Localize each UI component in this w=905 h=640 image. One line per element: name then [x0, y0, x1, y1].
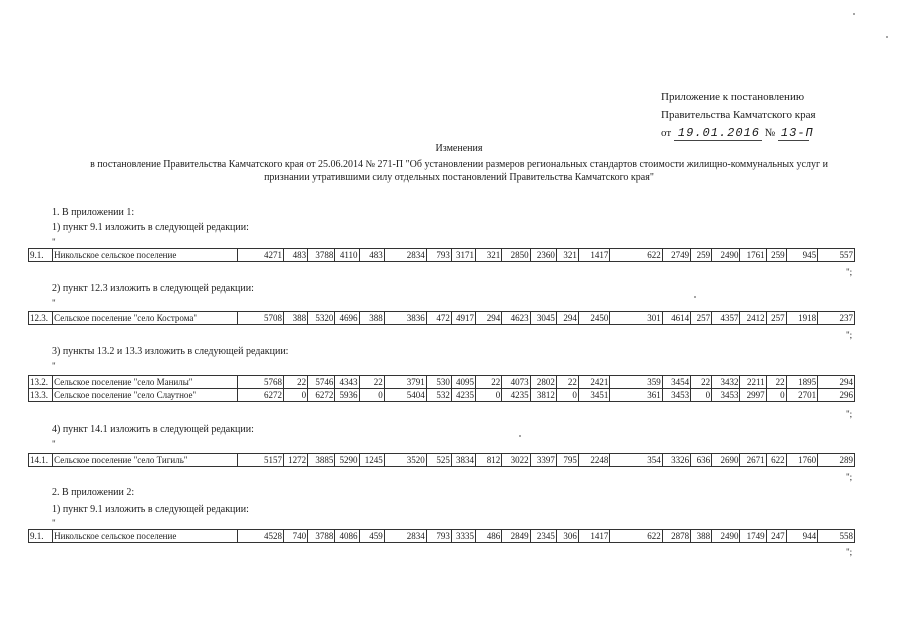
table-s1-p13-2-13-3	[28, 375, 855, 402]
settlement-name-cell: Сельское поселение "село Слаутное"	[53, 389, 238, 402]
document-title-line-3: признании утратившими силу отдельных постановлений Правительства Камчатского края"	[264, 172, 654, 183]
table-row	[29, 389, 855, 402]
table-row	[29, 376, 855, 389]
value-cell: 4110	[335, 249, 359, 262]
value-cell: 3453	[712, 389, 740, 402]
section-2-point-1: 1) пункт 9.1 изложить в следующей редакции:	[52, 504, 249, 515]
value-cell: 4343	[335, 376, 359, 389]
document-heading: Изменения	[435, 143, 483, 154]
value-cell: 1417	[578, 249, 609, 262]
scan-speck	[519, 435, 521, 437]
value-cell: 793	[426, 249, 451, 262]
quote-close-4: ";	[846, 472, 853, 482]
table-s1-p14-1	[28, 453, 855, 467]
scan-speck	[694, 296, 696, 298]
value-cell: 3335	[451, 530, 475, 543]
quote-open-3: "	[52, 361, 56, 371]
table-s2-p9-1	[28, 529, 855, 543]
value-cell: 3454	[662, 376, 690, 389]
value-cell: 4614	[662, 312, 690, 325]
table-row	[29, 454, 855, 467]
row-number-cell: 13.3.	[29, 389, 53, 402]
value-cell: 3836	[384, 312, 426, 325]
value-cell: 3171	[451, 249, 475, 262]
section-1-heading: 1. В приложении 1:	[52, 207, 135, 218]
value-cell: 306	[556, 530, 578, 543]
value-cell: 388	[691, 530, 712, 543]
value-cell: 3520	[384, 454, 426, 467]
value-cell: 2490	[712, 530, 740, 543]
value-cell: 259	[691, 249, 712, 262]
appendix-line-1: Приложение к постановлению	[661, 91, 805, 103]
appendix-from-label: от	[661, 127, 672, 139]
value-cell: 2997	[740, 389, 766, 402]
quote-open-5: "	[52, 518, 56, 528]
table-s1-p12-3	[28, 311, 855, 325]
value-cell: 247	[766, 530, 786, 543]
value-cell: 3453	[662, 389, 690, 402]
value-cell: 5746	[308, 376, 335, 389]
value-cell: 257	[691, 312, 712, 325]
value-cell: 793	[426, 530, 451, 543]
value-cell: 0	[766, 389, 786, 402]
value-cell: 2834	[384, 249, 426, 262]
value-cell: 361	[610, 389, 662, 402]
value-cell: 0	[476, 389, 502, 402]
value-cell: 486	[476, 530, 502, 543]
settlement-name-cell: Сельское поселение "село Тигиль"	[53, 454, 238, 467]
settlement-name-cell: Никольское сельское поселение	[53, 530, 238, 543]
value-cell: 321	[476, 249, 502, 262]
value-cell: 740	[284, 530, 308, 543]
scan-speck	[853, 13, 855, 15]
value-cell: 812	[476, 454, 502, 467]
value-cell: 388	[284, 312, 308, 325]
value-cell: 259	[766, 249, 786, 262]
value-cell: 0	[691, 389, 712, 402]
value-cell: 22	[691, 376, 712, 389]
value-cell: 622	[766, 454, 786, 467]
value-cell: 1895	[786, 376, 817, 389]
value-cell: 5290	[335, 454, 359, 467]
value-cell: 5157	[237, 454, 283, 467]
value-cell: 354	[610, 454, 662, 467]
value-cell: 3788	[308, 249, 335, 262]
table-s1-p9-1	[28, 248, 855, 262]
value-cell: 636	[691, 454, 712, 467]
value-cell: 1417	[578, 530, 609, 543]
value-cell: 4271	[237, 249, 283, 262]
quote-open-1: "	[52, 237, 56, 247]
value-cell: 237	[818, 312, 855, 325]
value-cell: 257	[766, 312, 786, 325]
appendix-block	[661, 88, 816, 142]
appendix-date-handwritten: 19.01.2016	[674, 127, 762, 141]
value-cell: 483	[359, 249, 384, 262]
value-cell: 22	[284, 376, 308, 389]
row-number-cell: 12.3.	[29, 312, 53, 325]
value-cell: 4235	[502, 389, 530, 402]
value-cell: 4528	[237, 530, 283, 543]
value-cell: 2849	[502, 530, 530, 543]
settlement-name-cell: Сельское поселение "село Кострома"	[53, 312, 238, 325]
value-cell: 2345	[530, 530, 556, 543]
value-cell: 22	[359, 376, 384, 389]
settlement-name-cell: Сельское поселение "село Манилы"	[53, 376, 238, 389]
table-row	[29, 312, 855, 325]
quote-open-4: "	[52, 439, 56, 449]
value-cell: 3791	[384, 376, 426, 389]
value-cell: 22	[476, 376, 502, 389]
value-cell: 388	[359, 312, 384, 325]
value-cell: 2421	[578, 376, 609, 389]
appendix-number-label: №	[764, 127, 776, 139]
value-cell: 321	[556, 249, 578, 262]
value-cell: 2412	[740, 312, 766, 325]
value-cell: 3788	[308, 530, 335, 543]
value-cell: 0	[556, 389, 578, 402]
value-cell: 22	[766, 376, 786, 389]
quote-close-1: ";	[846, 267, 853, 277]
value-cell: 4073	[502, 376, 530, 389]
value-cell: 1918	[786, 312, 817, 325]
value-cell: 558	[818, 530, 855, 543]
value-cell: 289	[818, 454, 855, 467]
value-cell: 530	[426, 376, 451, 389]
section-1-point-3: 3) пункты 13.2 и 13.3 изложить в следующей редакции:	[52, 346, 289, 357]
appendix-number-handwritten: 13-П	[778, 127, 809, 141]
table-row	[29, 530, 855, 543]
value-cell: 3451	[578, 389, 609, 402]
value-cell: 557	[818, 249, 855, 262]
value-cell: 1761	[740, 249, 766, 262]
value-cell: 0	[359, 389, 384, 402]
row-number-cell: 9.1.	[29, 249, 53, 262]
value-cell: 2450	[578, 312, 609, 325]
value-cell: 5708	[237, 312, 283, 325]
value-cell: 4095	[451, 376, 475, 389]
quote-close-3: ";	[846, 409, 853, 419]
value-cell: 4917	[451, 312, 475, 325]
value-cell: 2671	[740, 454, 766, 467]
value-cell: 2749	[662, 249, 690, 262]
value-cell: 22	[556, 376, 578, 389]
value-cell: 5936	[335, 389, 359, 402]
value-cell: 944	[786, 530, 817, 543]
section-1-point-2: 2) пункт 12.3 изложить в следующей редакции:	[52, 283, 254, 294]
value-cell: 2834	[384, 530, 426, 543]
value-cell: 4696	[335, 312, 359, 325]
value-cell: 472	[426, 312, 451, 325]
value-cell: 459	[359, 530, 384, 543]
value-cell: 3885	[308, 454, 335, 467]
row-number-cell: 9.1.	[29, 530, 53, 543]
table-row	[29, 249, 855, 262]
value-cell: 3812	[530, 389, 556, 402]
value-cell: 5404	[384, 389, 426, 402]
value-cell: 2490	[712, 249, 740, 262]
value-cell: 301	[610, 312, 662, 325]
row-number-cell: 14.1.	[29, 454, 53, 467]
settlement-name-cell: Никольское сельское поселение	[53, 249, 238, 262]
appendix-date-line	[661, 124, 816, 142]
value-cell: 4623	[502, 312, 530, 325]
value-cell: 3022	[502, 454, 530, 467]
quote-open-2: "	[52, 298, 56, 308]
value-cell: 2850	[502, 249, 530, 262]
value-cell: 2248	[578, 454, 609, 467]
value-cell: 795	[556, 454, 578, 467]
value-cell: 622	[610, 249, 662, 262]
value-cell: 1749	[740, 530, 766, 543]
value-cell: 5320	[308, 312, 335, 325]
value-cell: 294	[818, 376, 855, 389]
value-cell: 359	[610, 376, 662, 389]
value-cell: 2211	[740, 376, 766, 389]
value-cell: 4086	[335, 530, 359, 543]
value-cell: 3432	[712, 376, 740, 389]
value-cell: 483	[284, 249, 308, 262]
value-cell: 1760	[786, 454, 817, 467]
scan-speck	[886, 36, 888, 38]
value-cell: 2360	[530, 249, 556, 262]
value-cell: 3045	[530, 312, 556, 325]
value-cell: 2802	[530, 376, 556, 389]
value-cell: 3834	[451, 454, 475, 467]
value-cell: 2878	[662, 530, 690, 543]
value-cell: 294	[476, 312, 502, 325]
value-cell: 5768	[237, 376, 283, 389]
row-number-cell: 13.2.	[29, 376, 53, 389]
value-cell: 0	[284, 389, 308, 402]
value-cell: 2701	[786, 389, 817, 402]
value-cell: 532	[426, 389, 451, 402]
value-cell: 1245	[359, 454, 384, 467]
value-cell: 3397	[530, 454, 556, 467]
value-cell: 2690	[712, 454, 740, 467]
value-cell: 4357	[712, 312, 740, 325]
appendix-line-2: Правительства Камчатского края	[661, 109, 816, 121]
value-cell: 3326	[662, 454, 690, 467]
quote-close-2: ";	[846, 330, 853, 340]
value-cell: 6272	[308, 389, 335, 402]
section-1-point-1: 1) пункт 9.1 изложить в следующей редакции:	[52, 222, 249, 233]
value-cell: 622	[610, 530, 662, 543]
value-cell: 945	[786, 249, 817, 262]
value-cell: 4235	[451, 389, 475, 402]
value-cell: 525	[426, 454, 451, 467]
value-cell: 296	[818, 389, 855, 402]
value-cell: 6272	[237, 389, 283, 402]
section-2-heading: 2. В приложении 2:	[52, 487, 135, 498]
value-cell: 294	[556, 312, 578, 325]
quote-close-5: ";	[846, 547, 853, 557]
section-1-point-4: 4) пункт 14.1 изложить в следующей редакции:	[52, 424, 254, 435]
value-cell: 1272	[284, 454, 308, 467]
document-title-line-2: в постановление Правительства Камчатского края от 25.06.2014 № 271-П "Об установлении размеров региональных стандартов стоимости жилищно-коммунальных услуг и	[90, 159, 828, 170]
